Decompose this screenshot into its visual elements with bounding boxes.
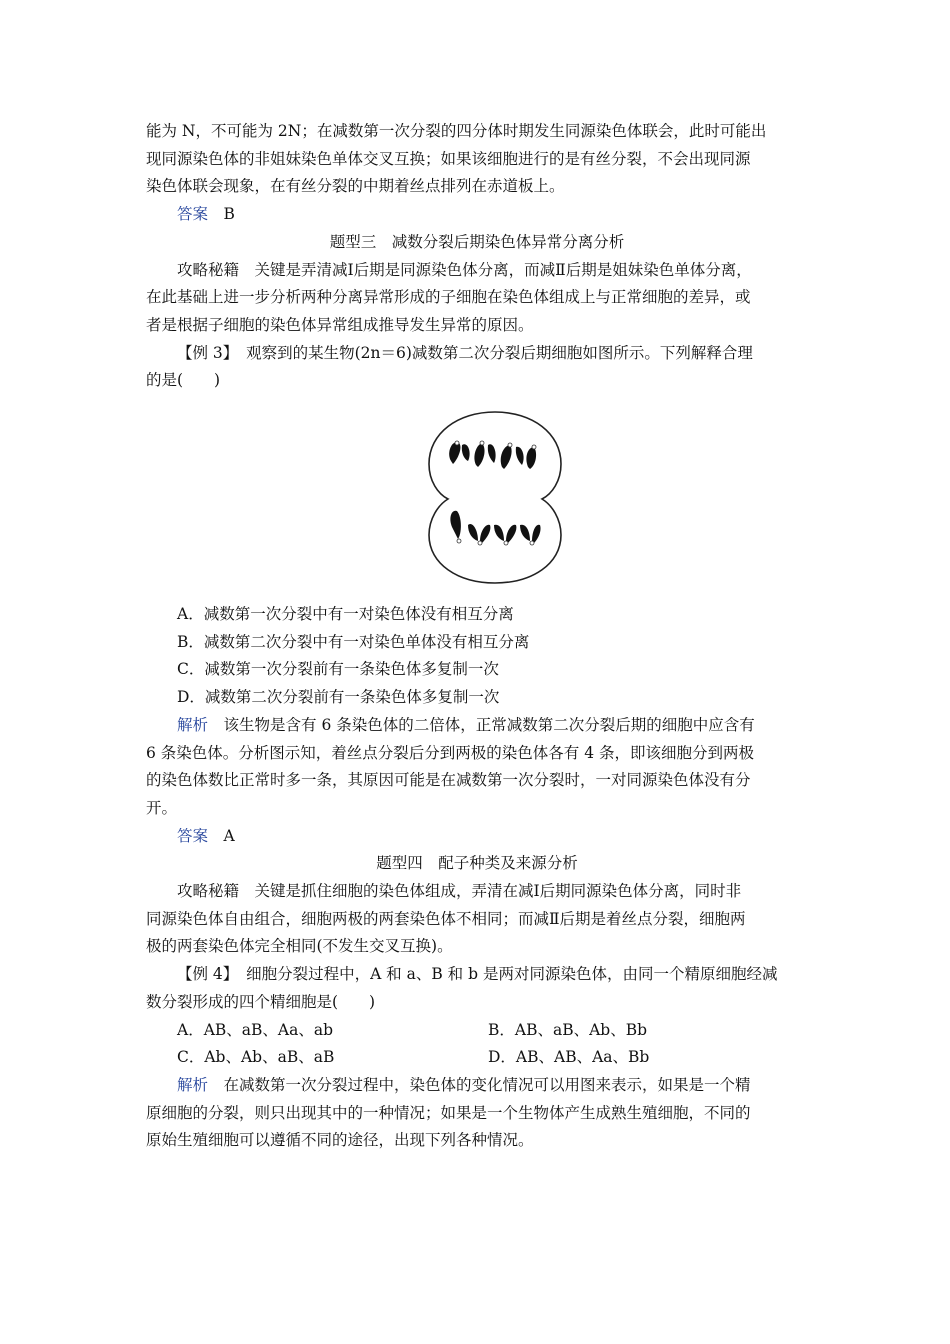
- example3-option-a: A．减数第一次分裂中有一对染色体没有相互分离: [177, 605, 514, 624]
- analysis-line-2: 原细胞的分裂，则只出现其中的一种情况；如果是一个生物体产生成熟生殖细胞，不同的: [146, 1103, 751, 1122]
- intro-line-2: 现同源染色体的非姐妹染色单体交叉互换；如果该细胞进行的是有丝分裂，不会出现同源: [146, 149, 751, 168]
- analysis-line-2: 6 条染色体。分析图示知，着丝点分裂后分到两极的染色体各有 4 条，即该细胞分到两极: [146, 743, 755, 762]
- intro-paragraph: [146, 118, 808, 201]
- question-line-2: 数分裂形成的四个精细胞是( ): [146, 992, 376, 1011]
- example3-analysis: [146, 712, 808, 823]
- tips-line-1: 关键是抓住细胞的染色体组成，弄清在减Ⅰ后期同源染色体分离，同时非: [254, 882, 742, 901]
- example-label: 【例 4】: [177, 965, 231, 984]
- example4-options-row-1: [146, 1017, 808, 1045]
- question-line-1: 观察到的某生物(2n＝6)减数第二次分裂后期细胞如图所示。下列解释合理: [246, 343, 753, 362]
- meiosis-anaphase-ii-cell-icon: [424, 409, 566, 585]
- example4-options-row-2: [146, 1044, 808, 1072]
- document-page: [146, 118, 808, 1155]
- analysis-line-1: 该生物是含有 6 条染色体的二倍体，正常减数第二次分裂后期的细胞中应含有: [223, 715, 755, 734]
- example-label: 【例 3】: [177, 343, 231, 362]
- answer-2: [146, 201, 808, 229]
- answer-value: A: [223, 826, 235, 845]
- example3-option-b: B．减数第二次分裂中有一对染色单体没有相互分离: [177, 632, 530, 651]
- analysis-line-3: 原始生殖细胞可以遵循不同的途径，出现下列各种情况。: [146, 1131, 534, 1150]
- type4-heading: 题型四 配子种类及来源分析: [376, 854, 578, 873]
- tips-label: 攻略秘籍: [177, 882, 240, 901]
- answer-value: B: [223, 205, 235, 224]
- intro-line-1: 能为 N，不可能为 2N；在减数第一次分裂的四分体时期发生同源染色体联会，此时可能出: [146, 122, 767, 140]
- tips-line-3: 极的两套染色体完全相同(不发生交叉互换)。: [146, 937, 453, 956]
- answer-label: 答案: [177, 826, 209, 845]
- type3-heading: 题型三 减数分裂后期染色体异常分离分析: [329, 232, 625, 251]
- analysis-line-1: 在减数第一次分裂过程中，染色体的变化情况可以用图来表示，如果是一个精: [223, 1075, 751, 1094]
- example4-option-a: A．AB、aB、Aa、ab: [177, 1020, 334, 1039]
- type4-tips: [146, 878, 808, 961]
- answer-3: [146, 823, 808, 851]
- tips-label: 攻略秘籍: [177, 260, 240, 279]
- example3-option-c: C．减数第一次分裂前有一条染色体多复制一次: [177, 660, 499, 679]
- analysis-label: 解析: [177, 715, 209, 734]
- example4-option-d: D．AB、AB、Aa、Bb: [488, 1048, 650, 1067]
- answer-label: 答案: [177, 205, 209, 224]
- analysis-label: 解析: [177, 1075, 209, 1094]
- question-line-1: 细胞分裂过程中，A 和 a、B 和 b 是两对同源染色体，由同一个精原细胞经减: [246, 965, 778, 984]
- example3-question: [146, 340, 808, 395]
- tips-line-2: 同源染色体自由组合，细胞两极的两套染色体不相同；而减Ⅱ后期是着丝点分裂，细胞两: [146, 909, 746, 928]
- example4-analysis: [146, 1072, 808, 1155]
- type3-tips: [146, 257, 808, 340]
- question-line-2: 的是( ): [146, 371, 221, 390]
- tips-line-1: 关键是弄清减Ⅰ后期是同源染色体分离，而减Ⅱ后期是姐妹染色单体分离，: [254, 260, 752, 279]
- tips-line-2: 在此基础上进一步分析两种分离异常形成的子细胞在染色体组成上与正常细胞的差异，或: [146, 288, 751, 307]
- analysis-line-4: 开。: [146, 798, 178, 817]
- tips-line-3: 者是根据子细胞的染色体异常组成推导发生异常的原因。: [146, 315, 534, 334]
- intro-line-3: 染色体联会现象，在有丝分裂的中期着丝点排列在赤道板上。: [146, 177, 565, 196]
- cell-diagram: [146, 409, 808, 585]
- analysis-line-3: 的染色体数比正常时多一条，其原因可能是在减数第一次分裂时，一对同源染色体没有分: [146, 771, 751, 790]
- example4-option-c: C．Ab、Ab、aB、aB: [177, 1048, 335, 1067]
- example4-option-b: B．AB、aB、Ab、Bb: [488, 1020, 648, 1039]
- example3-option-d: D．减数第二次分裂前有一条染色体多复制一次: [177, 688, 500, 707]
- example4-question: [146, 961, 808, 1016]
